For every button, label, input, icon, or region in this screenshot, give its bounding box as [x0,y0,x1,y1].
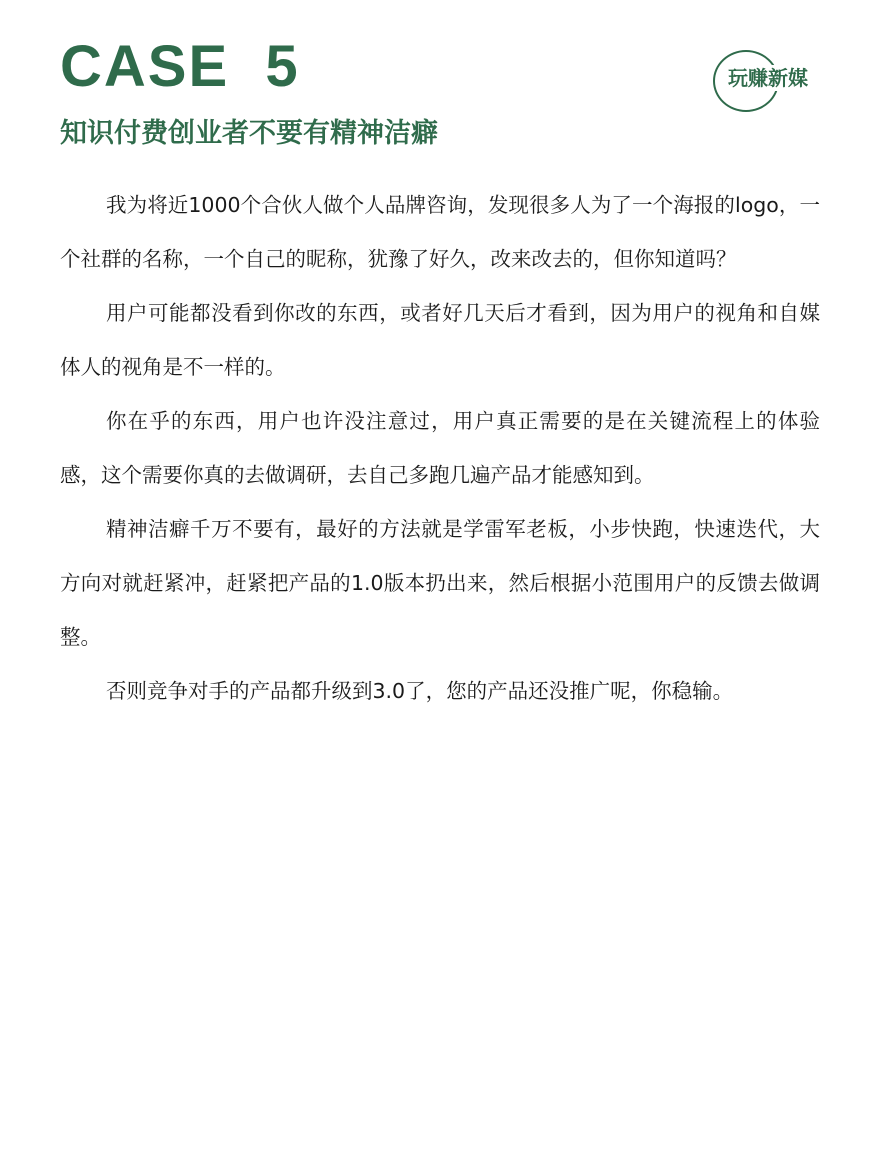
paragraph-3: 你在乎的东西，用户也许没注意过，用户真正需要的是在关键流程上的体验感，这个需要你真的去做调研，去自己多跑几遍产品才能感知到。 [60,409,820,487]
paragraph-1: 我为将近1000个合伙人做个人品牌咨询，发现很多人为了一个海报的logo，一个社群的名称，一个自己的昵称，犹豫了好久，改来改去的，但你知道吗？ [60,193,820,271]
paragraph-5: 否则竞争对手的产品都升级到3.0了，您的产品还没推广呢，你稳输。 [106,679,734,703]
article-body [60,178,820,718]
article-subtitle: 知识付费创业者不要有精神洁癖 [60,118,438,149]
paragraph-4: 精神洁癖千万不要有，最好的方法就是学雷军老板，小步快跑，快速迭代，大方向对就赶紧冲，赶紧把产品的1.0版本扔出来，然后根据小范围用户的反馈去做调整。 [60,517,820,649]
paragraph-2: 用户可能都没看到你改的东西，或者好几天后才看到，因为用户的视角和自媒体人的视角是不一样的。 [60,301,820,379]
case-label: CASE 5 [60,34,300,99]
logo-text: 玩赚新媒 [728,66,808,90]
